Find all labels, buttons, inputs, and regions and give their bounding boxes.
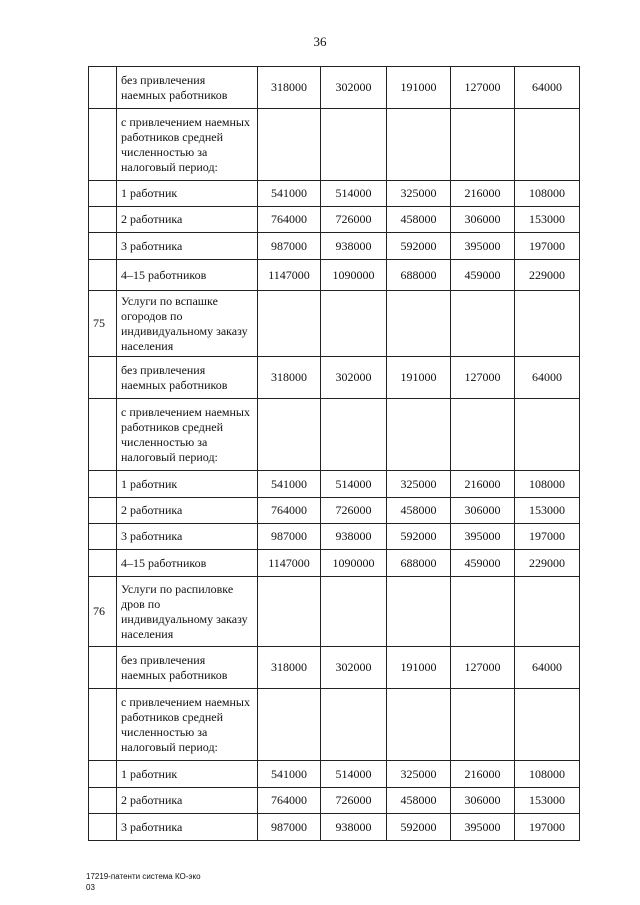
value-cell (321, 291, 387, 357)
footer-line-2: 03 (86, 883, 95, 892)
value-cell: 726000 (321, 788, 387, 814)
value-cell: 318000 (258, 357, 321, 399)
value-cell (515, 291, 580, 357)
value-cell: 191000 (387, 67, 451, 109)
row-number-cell (89, 109, 117, 181)
description-cell: 3 работника (117, 814, 258, 841)
description-cell: с привлечением наемных работников средней численностью за налоговый период: (117, 399, 258, 471)
table-row (89, 260, 580, 291)
row-number-cell (89, 260, 117, 291)
value-cell (258, 689, 321, 761)
row-number-cell (89, 788, 117, 814)
value-cell: 325000 (387, 761, 451, 788)
row-number-cell (89, 524, 117, 550)
description-cell: 1 работник (117, 471, 258, 498)
row-number-cell (89, 550, 117, 577)
table-row (89, 357, 580, 399)
value-cell: 127000 (451, 357, 515, 399)
value-cell: 1090000 (321, 550, 387, 577)
table-row (89, 647, 580, 689)
value-cell: 592000 (387, 524, 451, 550)
row-number-cell (89, 399, 117, 471)
description-cell: без привлечения наемных работников (117, 67, 258, 109)
value-cell: 688000 (387, 260, 451, 291)
value-cell: 458000 (387, 207, 451, 233)
value-cell: 229000 (515, 550, 580, 577)
value-cell (451, 577, 515, 647)
table-row (89, 761, 580, 788)
row-number-cell (89, 814, 117, 841)
value-cell: 592000 (387, 233, 451, 260)
value-cell: 306000 (451, 498, 515, 524)
value-cell (515, 399, 580, 471)
value-cell: 514000 (321, 181, 387, 207)
value-cell: 318000 (258, 67, 321, 109)
description-cell: 2 работника (117, 207, 258, 233)
value-cell: 395000 (451, 524, 515, 550)
value-cell: 325000 (387, 181, 451, 207)
row-number-cell (89, 647, 117, 689)
tariff-table (88, 66, 580, 841)
value-cell: 459000 (451, 260, 515, 291)
table-row (89, 524, 580, 550)
value-cell: 197000 (515, 233, 580, 260)
value-cell (451, 399, 515, 471)
description-cell: 3 работника (117, 233, 258, 260)
value-cell: 153000 (515, 207, 580, 233)
value-cell (258, 109, 321, 181)
description-cell: 1 работник (117, 761, 258, 788)
value-cell: 108000 (515, 471, 580, 498)
description-cell: без привлечения наемных работников (117, 357, 258, 399)
value-cell: 459000 (451, 550, 515, 577)
value-cell: 64000 (515, 647, 580, 689)
table-row (89, 814, 580, 841)
row-number-cell: 76 (89, 577, 117, 647)
value-cell (258, 399, 321, 471)
description-cell: Услуги по вспашке огородов по индивидуальному заказу населения (117, 291, 258, 357)
value-cell: 987000 (258, 524, 321, 550)
value-cell: 127000 (451, 67, 515, 109)
value-cell: 938000 (321, 814, 387, 841)
value-cell: 197000 (515, 814, 580, 841)
value-cell (387, 577, 451, 647)
table-row (89, 207, 580, 233)
value-cell (321, 399, 387, 471)
value-cell: 216000 (451, 761, 515, 788)
description-cell: 4–15 работников (117, 260, 258, 291)
value-cell: 302000 (321, 67, 387, 109)
value-cell: 306000 (451, 207, 515, 233)
value-cell (387, 109, 451, 181)
value-cell: 216000 (451, 471, 515, 498)
description-cell: с привлечением наемных работников средней численностью за налоговый период: (117, 109, 258, 181)
value-cell: 541000 (258, 471, 321, 498)
value-cell: 1090000 (321, 260, 387, 291)
row-number-cell (89, 689, 117, 761)
value-cell (515, 689, 580, 761)
value-cell: 987000 (258, 814, 321, 841)
value-cell: 1147000 (258, 550, 321, 577)
value-cell (387, 291, 451, 357)
value-cell (387, 689, 451, 761)
value-cell (515, 109, 580, 181)
value-cell: 764000 (258, 207, 321, 233)
description-cell: Услуги по распиловке дров по индивидуальному заказу населения (117, 577, 258, 647)
table-row (89, 577, 580, 647)
value-cell: 302000 (321, 357, 387, 399)
row-number-cell (89, 761, 117, 788)
row-number-cell (89, 233, 117, 260)
value-cell: 514000 (321, 761, 387, 788)
value-cell: 541000 (258, 761, 321, 788)
value-cell: 458000 (387, 498, 451, 524)
value-cell: 197000 (515, 524, 580, 550)
row-number-cell (89, 357, 117, 399)
value-cell: 306000 (451, 788, 515, 814)
value-cell: 64000 (515, 67, 580, 109)
value-cell: 153000 (515, 788, 580, 814)
value-cell: 938000 (321, 233, 387, 260)
value-cell (515, 577, 580, 647)
value-cell: 318000 (258, 647, 321, 689)
table-row (89, 471, 580, 498)
value-cell: 938000 (321, 524, 387, 550)
footer-line-1: 17219-патенти система КО-эко (86, 872, 201, 881)
value-cell: 216000 (451, 181, 515, 207)
value-cell: 127000 (451, 647, 515, 689)
value-cell (387, 399, 451, 471)
value-cell (451, 291, 515, 357)
table-row (89, 291, 580, 357)
value-cell (258, 291, 321, 357)
row-number-cell (89, 67, 117, 109)
value-cell: 688000 (387, 550, 451, 577)
page-number: 36 (313, 34, 327, 49)
description-cell: 2 работника (117, 788, 258, 814)
value-cell: 395000 (451, 814, 515, 841)
value-cell (258, 577, 321, 647)
row-number-cell (89, 207, 117, 233)
row-number-cell: 75 (89, 291, 117, 357)
table-row (89, 109, 580, 181)
table-row (89, 498, 580, 524)
value-cell: 514000 (321, 471, 387, 498)
value-cell: 764000 (258, 498, 321, 524)
value-cell (451, 109, 515, 181)
value-cell (451, 689, 515, 761)
table-row (89, 181, 580, 207)
value-cell (321, 577, 387, 647)
value-cell: 153000 (515, 498, 580, 524)
table-row (89, 550, 580, 577)
description-cell: 1 работник (117, 181, 258, 207)
description-cell: 4–15 работников (117, 550, 258, 577)
value-cell: 64000 (515, 357, 580, 399)
row-number-cell (89, 471, 117, 498)
value-cell: 592000 (387, 814, 451, 841)
value-cell (321, 109, 387, 181)
value-cell: 191000 (387, 357, 451, 399)
row-number-cell (89, 181, 117, 207)
value-cell (321, 689, 387, 761)
value-cell: 726000 (321, 498, 387, 524)
table-row (89, 67, 580, 109)
value-cell: 395000 (451, 233, 515, 260)
document-footer (86, 871, 201, 893)
table-body (89, 67, 580, 841)
value-cell: 1147000 (258, 260, 321, 291)
value-cell: 541000 (258, 181, 321, 207)
table-row (89, 233, 580, 260)
row-number-cell (89, 498, 117, 524)
value-cell: 325000 (387, 471, 451, 498)
value-cell: 726000 (321, 207, 387, 233)
table-row (89, 788, 580, 814)
value-cell: 108000 (515, 761, 580, 788)
table-row (89, 399, 580, 471)
value-cell: 108000 (515, 181, 580, 207)
value-cell: 302000 (321, 647, 387, 689)
value-cell: 191000 (387, 647, 451, 689)
description-cell: с привлечением наемных работников средней численностью за налоговый период: (117, 689, 258, 761)
value-cell: 458000 (387, 788, 451, 814)
description-cell: 2 работника (117, 498, 258, 524)
description-cell: 3 работника (117, 524, 258, 550)
value-cell: 229000 (515, 260, 580, 291)
table-row (89, 689, 580, 761)
value-cell: 764000 (258, 788, 321, 814)
value-cell: 987000 (258, 233, 321, 260)
description-cell: без привлечения наемных работников (117, 647, 258, 689)
